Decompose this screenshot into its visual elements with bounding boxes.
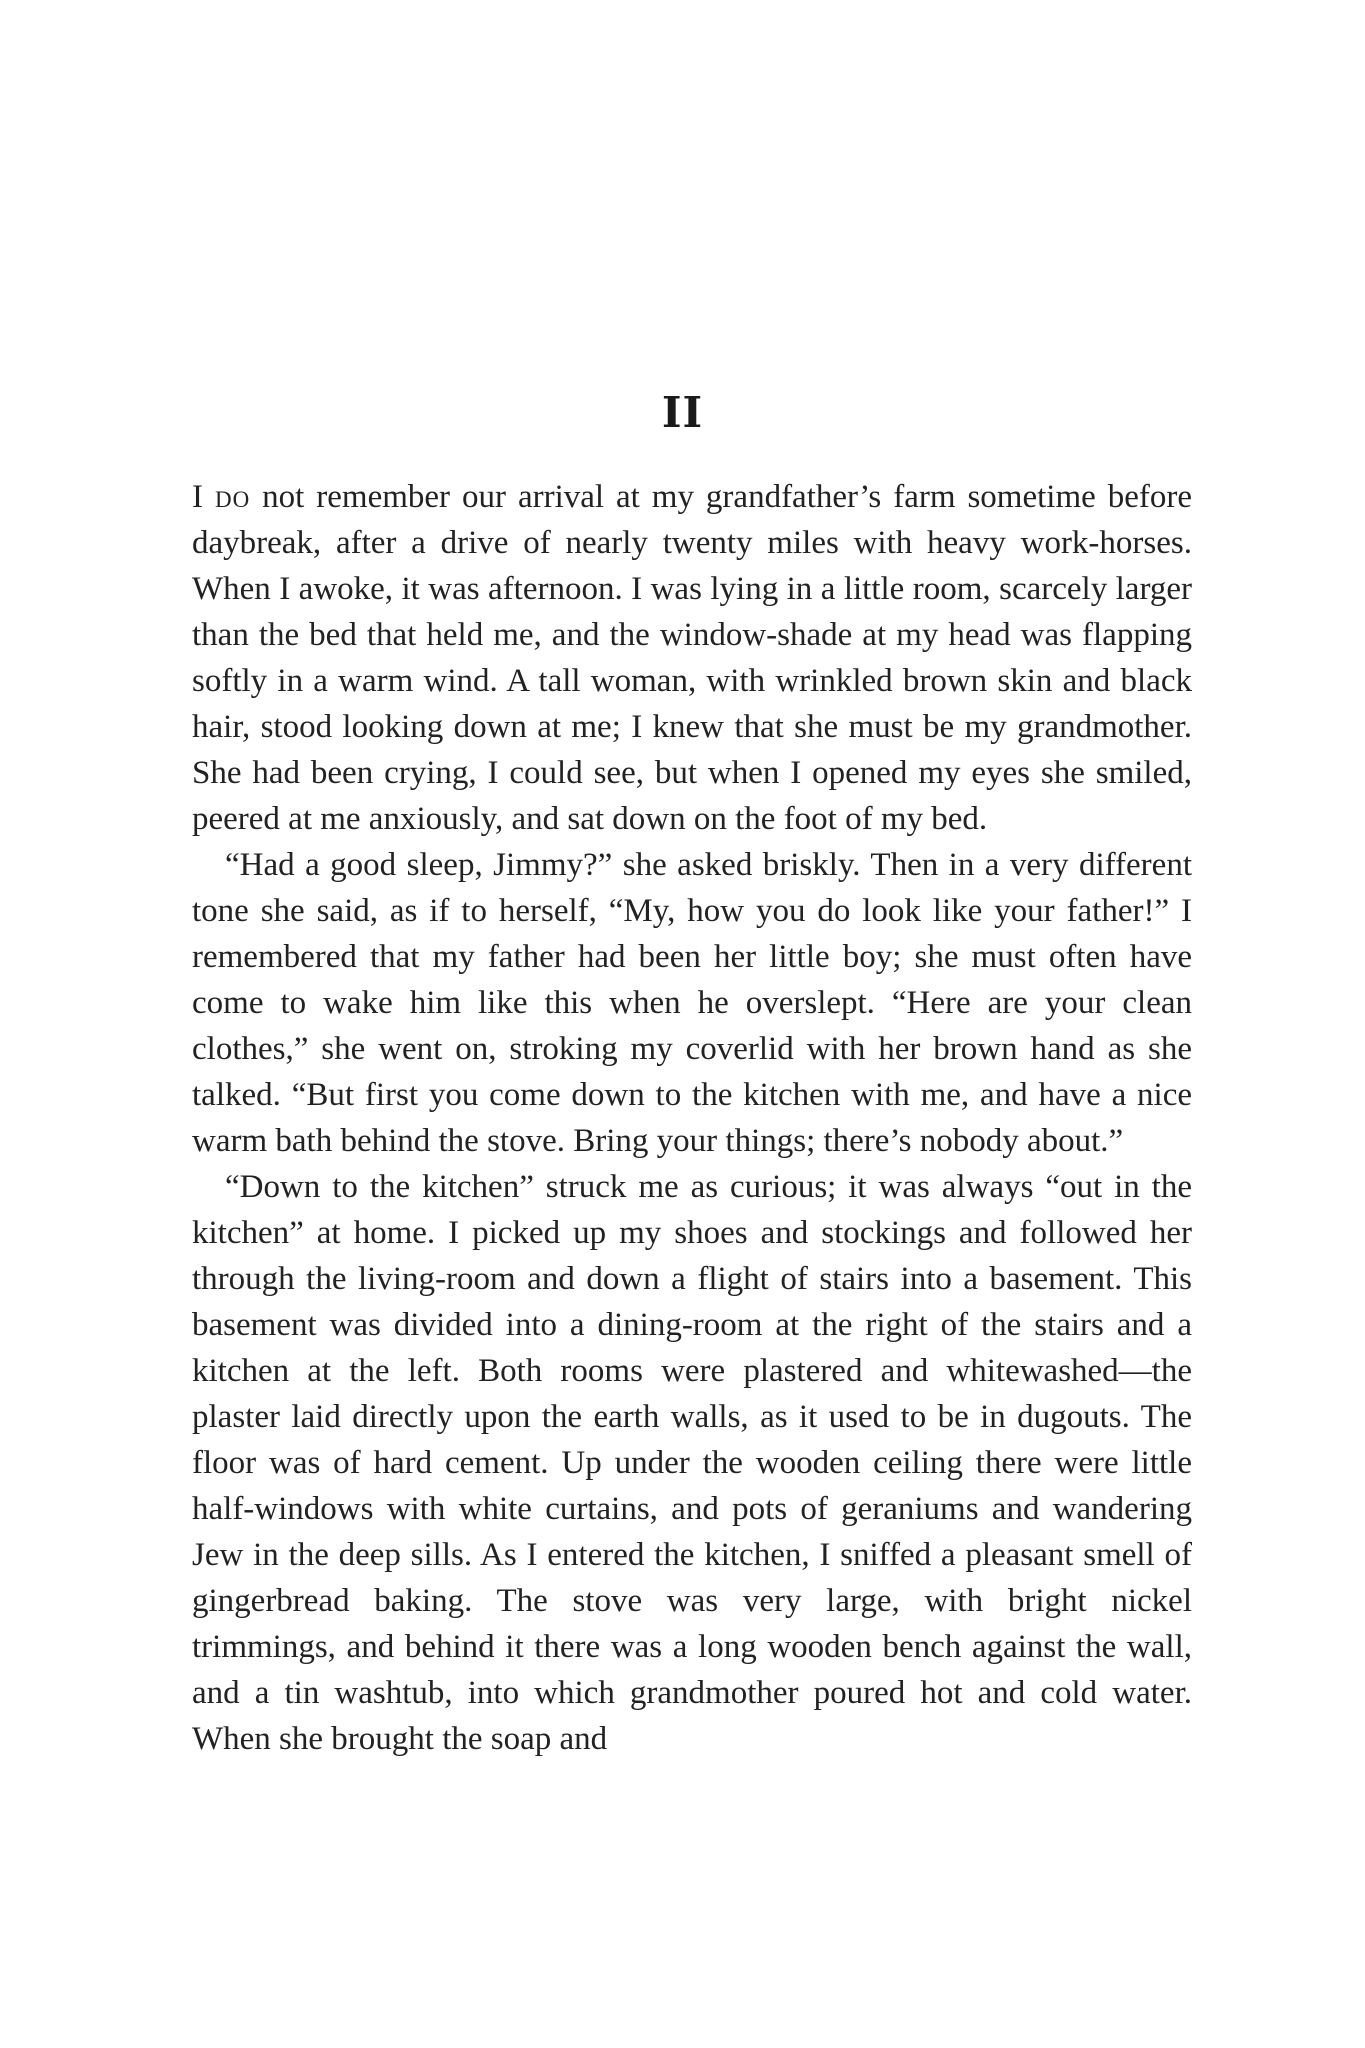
paragraph-1-text: not remember our arrival at my grandfather’s farm sometime before daybreak, after a drive of nearly twenty miles with heavy work-horses. When I awoke, it was afternoon. I was lying in a little room, scarcely larger than the bed that held me, and the window-shade at my head was flapping softly in a warm wind. A tall woman, with wrinkled brown skin and black hair, stood looking down at me; I knew that she must be my grandmother. She had been crying, I could see, but when I opened my eyes she smiled, peered at me anxiously, and sat down on the foot of my bed. <box>192 479 1193 837</box>
body-text <box>192 474 1192 1762</box>
paragraph-3: “Down to the kitchen” struck me as curious; it was always “out in the kitchen” at home. I picked up my shoes and stockings and followed her through the living-room and down a flight of stairs into a basement. This basement was divided into a dining-room at the right of the stairs and a kitchen at the left. Both rooms were plastered and whitewashed—the plaster laid directly upon the earth walls, as it used to be in dugouts. The floor was of hard cement. Up under the wooden ceiling there were little half-windows with white curtains, and pots of geraniums and wandering Jew in the deep sills. As I entered the kitchen, I sniffed a pleasant smell of gingerbread baking. The stove was very large, with bright nickel trimmings, and behind it there was a long wooden bench against the wall, and a tin washtub, into which grandmother poured hot and cold water. When she brought the soap and <box>192 1169 1192 1757</box>
paragraph-2: “Had a good sleep, Jimmy?” she asked briskly. Then in a very different tone she said, as if to herself, “My, how you do look like your father!” I remembered that my father had been her little boy; she must often have come to wake him like this when he overslept. “Here are your clean clothes,” she went on, stroking my coverlid with her brown hand as she talked. “But first you come down to the kitchen with me, and have a nice warm bath behind the stove. Bring your things; there’s nobody about.” <box>192 847 1192 1159</box>
lead-smallcaps: do <box>214 479 251 515</box>
paragraph-1 <box>192 474 1192 842</box>
chapter-heading: II <box>661 388 704 437</box>
lead-initial: I <box>192 479 203 515</box>
